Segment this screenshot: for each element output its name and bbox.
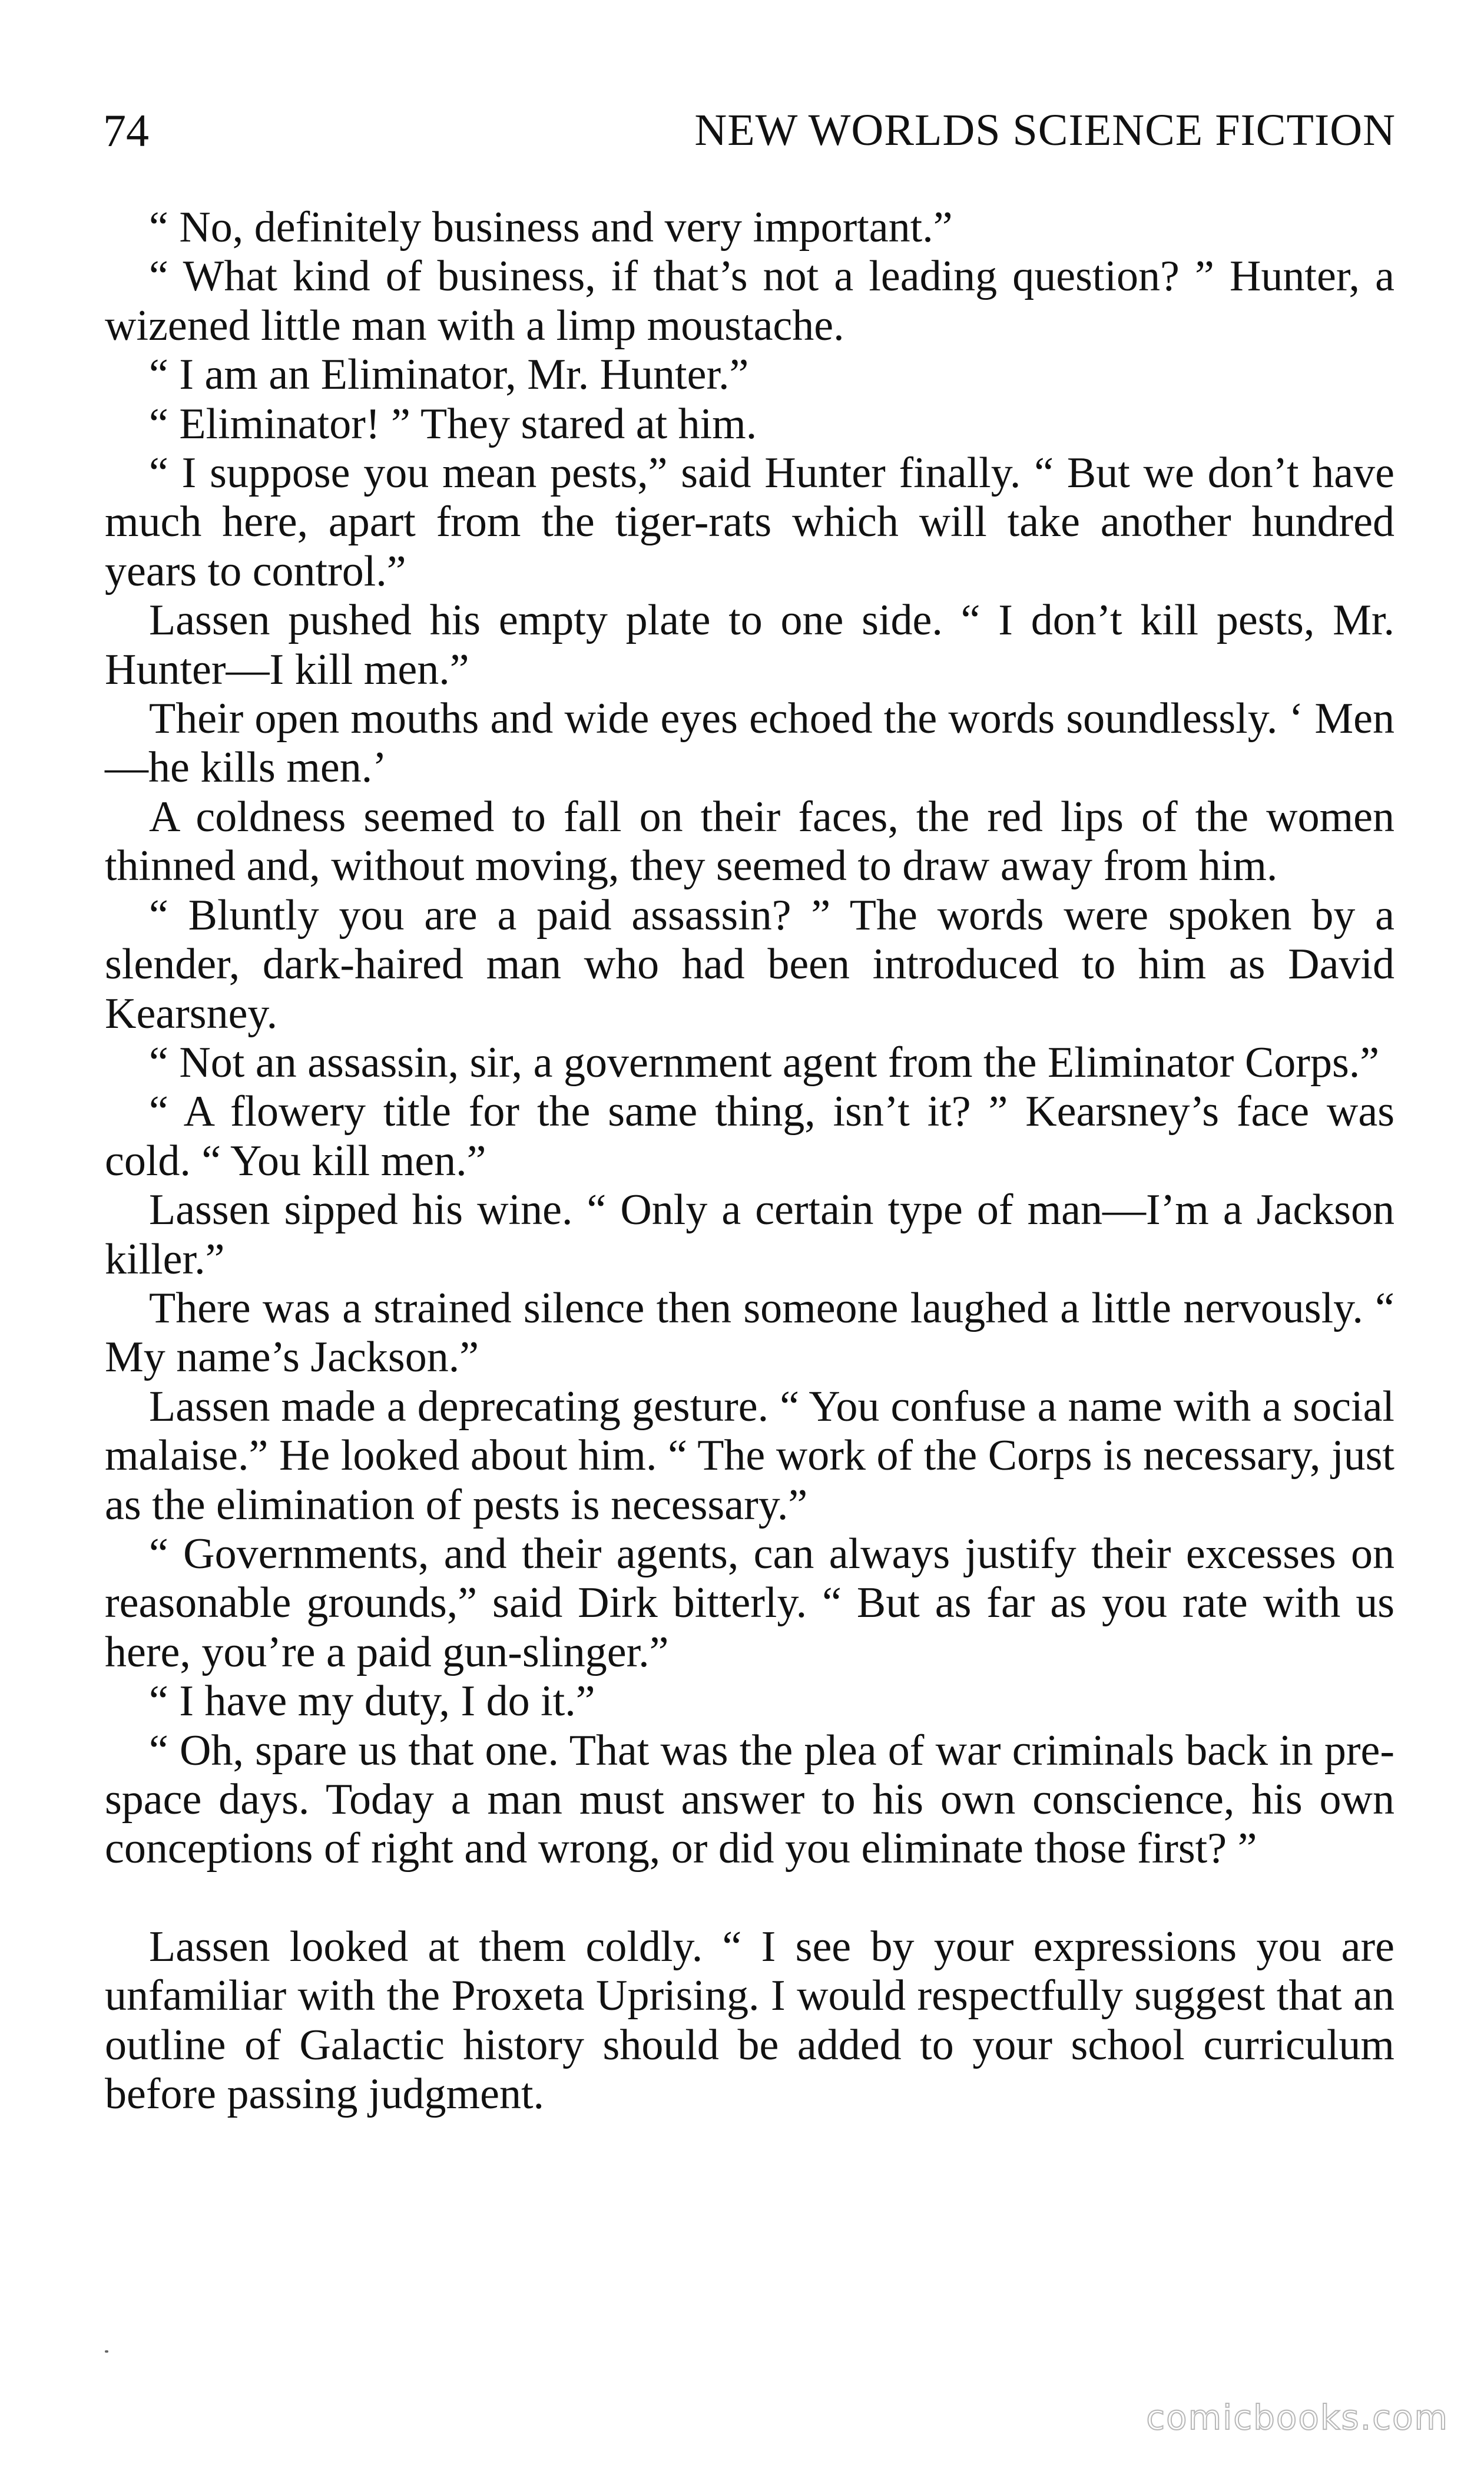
- paragraph: “ A flowery title for the same thing, isn’t it? ” Kearsney’s face was cold. “ You kill men.”: [105, 1087, 1394, 1185]
- paragraph: “ Not an assassin, sir, a government agent from the Eliminator Corps.”: [149, 1038, 1380, 1087]
- print-speck: [105, 2350, 108, 2353]
- section-break: [105, 1874, 1394, 1923]
- paragraph: “ I have my duty, I do it.”: [149, 1677, 595, 1726]
- paragraph: “ Oh, spare us that one. That was the plea of war criminals back in pre-space days. Today a man must answer to his own conscience, his own conceptions of right and wrong, or did you eliminate those first? ”: [105, 1726, 1394, 1873]
- paragraph: “ Eliminator! ” They stared at him.: [149, 399, 757, 448]
- paragraph: Lassen sipped his wine. “ Only a certain type of man—I’m a Jackson killer.”: [105, 1186, 1394, 1284]
- paragraph: “ I am an Eliminator, Mr. Hunter.”: [149, 350, 749, 399]
- paragraph: “ Bluntly you are a paid assassin? ” The words were spoken by a slender, dark-haired man who had been introduced to him as David Kearsney.: [105, 891, 1394, 1038]
- paragraph: “ No, definitely business and very important.”: [149, 203, 953, 252]
- story-text: [105, 203, 1394, 2119]
- paragraph: “ I suppose you mean pests,” said Hunter finally. “ But we don’t have much here, apart from the tiger-rats which will take another hundred years to control.”: [105, 449, 1394, 596]
- paragraph: “ Governments, and their agents, can always justify their excesses on reasonable grounds,” said Dirk bitterly. “ But as far as you rate with us here, you’re a paid gun-slinger.”: [105, 1529, 1394, 1676]
- paragraph: There was a strained silence then someone laughed a little nervously. “ My name’s Jackson.”: [105, 1284, 1394, 1382]
- running-head: NEW WORLDS SCIENCE FICTION: [694, 105, 1396, 155]
- paragraph: Their open mouths and wide eyes echoed the words soundlessly. ‘ Men—he kills men.’: [105, 694, 1394, 792]
- paragraph: A coldness seemed to fall on their faces, the red lips of the women thinned and, without moving, they seemed to draw away from him.: [105, 792, 1394, 891]
- paragraph: Lassen made a deprecating gesture. “ You confuse a name with a social malaise.” He looked about him. “ The work of the Corps is necessary, just as the elimination of pests is necessary.”: [105, 1382, 1394, 1529]
- paragraph: Lassen pushed his empty plate to one side. “ I don’t kill pests, Mr. Hunter—I kill men.”: [105, 596, 1394, 694]
- paragraph: Lassen looked at them coldly. “ I see by your expressions you are unfamiliar with the Proxeta Uprising. I would respectfully suggest that an outline of Galactic history should be added to your school curriculum before passing judgment.: [105, 1922, 1394, 2119]
- paragraph: “ What kind of business, if that’s not a leading question? ” Hunter, a wizened little man with a limp moustache.: [105, 252, 1394, 350]
- watermark: comicbooks.com: [1146, 2397, 1449, 2437]
- page-number: 74: [103, 105, 149, 156]
